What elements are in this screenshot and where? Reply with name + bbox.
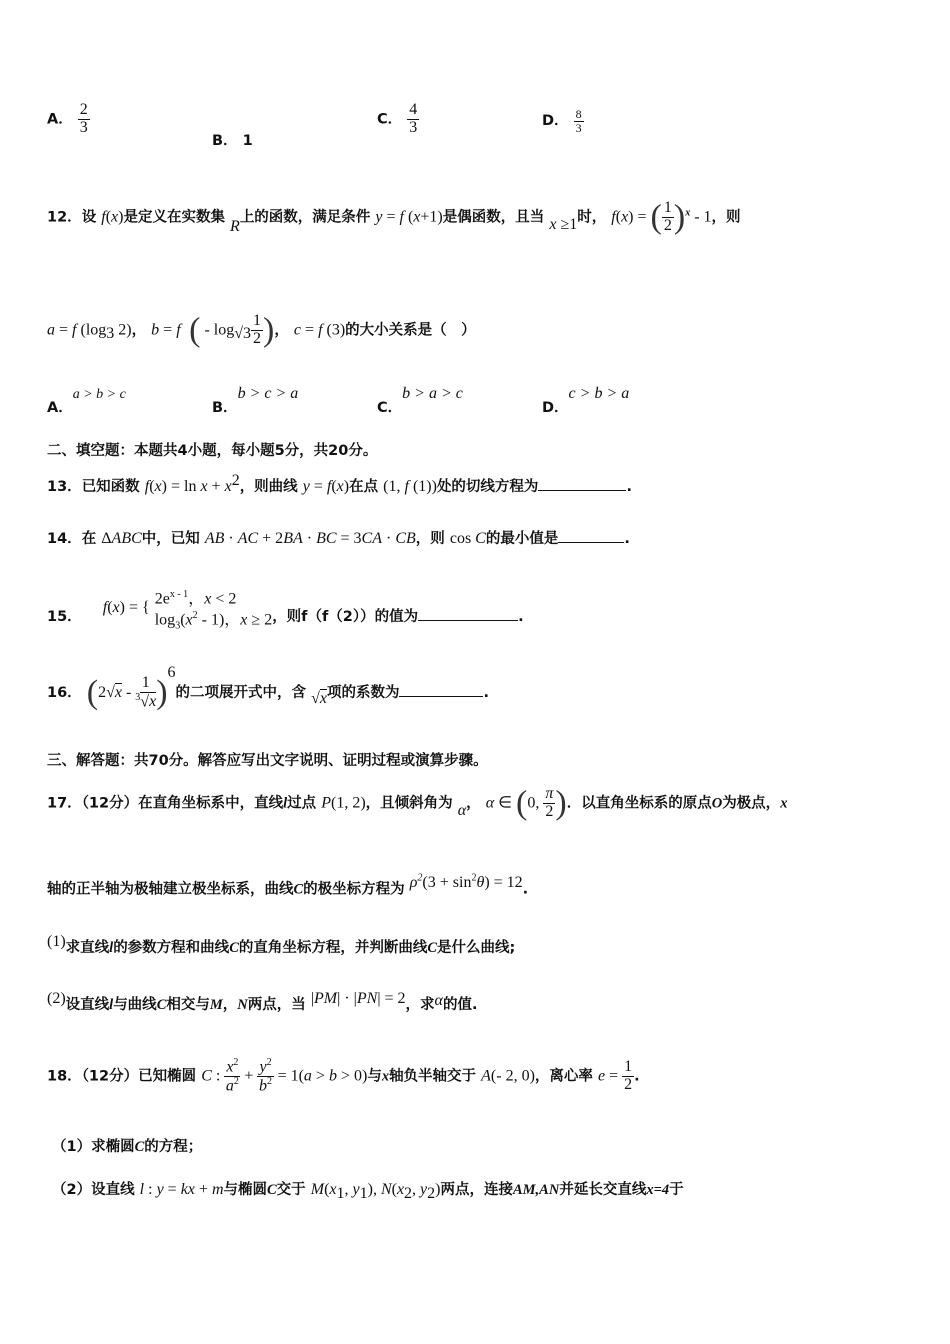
- numerator: 8: [575, 107, 582, 121]
- text: ，则: [711, 209, 741, 226]
- q12-option-b: [212, 382, 299, 416]
- math: C: [201, 1067, 212, 1085]
- text: 的方程；: [144, 1139, 203, 1155]
- curve-name: C: [427, 940, 438, 956]
- fraction: $\frac{1}{^3√x}$: [135, 674, 157, 711]
- denominator: 3: [575, 120, 582, 135]
- text: .: [624, 531, 630, 547]
- answer-blank[interactable]: [538, 490, 626, 491]
- text: 在: [81, 531, 97, 547]
- origin-name: O: [711, 795, 723, 812]
- line-equation: x=4: [646, 1182, 670, 1198]
- math: α: [485, 794, 495, 812]
- segment-names: AM,AN: [512, 1182, 560, 1198]
- part-number: (1): [47, 933, 66, 950]
- text: 的最小值是: [485, 531, 559, 547]
- text: 中，已知: [141, 531, 200, 547]
- q14-line: 14．在 ΔABC中，已知 AB · AC + 2BA · BC = 3CA · CB，则 cos C的最小值是 .: [47, 530, 630, 547]
- text: ，则曲线: [239, 478, 298, 495]
- point-name: M: [209, 997, 223, 1013]
- curve-name: C: [156, 997, 167, 1013]
- fraction: [407, 102, 419, 137]
- q12-option-d: [542, 382, 630, 416]
- text: 与: [367, 1068, 382, 1085]
- curve-name: C: [229, 940, 239, 956]
- question-number: 14．: [47, 531, 82, 547]
- text: ，: [274, 322, 289, 339]
- fraction: [574, 108, 584, 134]
- text: .: [483, 684, 489, 701]
- q12-line1: 12．设 f(x)是定义在实数集 R上的函数，满足条件 y = f (x+1)是偶函数，且当 x ≥1时， f(x) = ( $\frac{1}{2}$ )$^x$ - 1，则: [47, 198, 741, 236]
- q11-option-d: [542, 108, 584, 134]
- fraction: $\frac{1}{2}$: [253, 312, 262, 347]
- text: 的参数方程和曲线: [113, 940, 230, 956]
- text: ．以直角坐标系的原点: [566, 795, 712, 812]
- fraction: $\frac{1}{2}$: [624, 1058, 633, 1094]
- text: 是定义在实数集: [123, 209, 225, 226]
- option-label: B．: [212, 400, 238, 416]
- q12-option-a: [47, 382, 126, 416]
- option-label: B．: [212, 133, 238, 149]
- q11-option-a: [47, 102, 90, 137]
- q18-part2: （2）设直线 l : y = kx + m与椭圆C交于 $M(x_1$, $y_1$), $N(x_2$, $y_2$)两点，连接AM,AN并延长交直线x=4于: [52, 1181, 684, 1202]
- math: P: [321, 794, 331, 812]
- q17-line1: 17．（12分）在直角坐标系中，直线l过点 P(1, 2)，且倾斜角为 α， α ∈ (0, $\frac{\pi}{2}$ )．以直角坐标系的原点O为极点，x: [47, 784, 788, 822]
- text: （12分）在直角坐标系中，直线: [81, 795, 284, 812]
- fraction: $\frac{x^2}{a^2}$: [225, 1057, 239, 1095]
- section-3-heading: 三、解答题：共70分。解答应写出文字说明、证明过程或演算步骤。: [47, 753, 488, 769]
- option-label: A．: [47, 111, 73, 128]
- math: α: [457, 802, 467, 820]
- math: √x: [311, 689, 327, 707]
- text: 轴的正半轴为极轴建立极坐标系，曲线: [47, 881, 294, 898]
- curve-name: C: [293, 881, 304, 898]
- text: ，求: [405, 997, 435, 1013]
- option-value: c > b > a: [568, 385, 630, 402]
- text: 处的切线方程为: [436, 478, 539, 495]
- answer-blank[interactable]: [558, 542, 624, 543]
- text: 轴负半轴交于: [389, 1068, 477, 1085]
- text: 在点: [349, 478, 379, 495]
- q11-option-c: [377, 102, 419, 137]
- text: 设直线: [65, 997, 110, 1013]
- math: l: [139, 1181, 145, 1198]
- denominator: 3: [409, 118, 418, 136]
- text: 时，: [577, 209, 607, 226]
- math: a: [47, 321, 55, 339]
- q16-line: 16． (2√x - $\frac{1}{^3√x}$ )$^6$的二项展开式中，含 √x项的系数为 .: [47, 664, 489, 711]
- text: （2）设直线: [52, 1182, 135, 1198]
- point-name: N: [237, 997, 248, 1013]
- text: ，则: [415, 531, 445, 547]
- q11-option-b: [212, 129, 253, 150]
- math: x: [549, 216, 557, 234]
- fraction: [78, 102, 90, 137]
- text: （1）求椭圆: [52, 1139, 135, 1155]
- math: f: [611, 208, 616, 226]
- math: R: [230, 218, 240, 236]
- answer-blank[interactable]: [399, 696, 483, 697]
- question-number: 18．: [47, 1068, 82, 1085]
- curve-name: C: [134, 1139, 145, 1155]
- math: Δ: [101, 530, 112, 547]
- text: .: [626, 478, 632, 495]
- numerator: 2: [79, 101, 88, 118]
- math: M: [310, 1181, 325, 1198]
- math: AB: [204, 530, 225, 547]
- q12-line2: a = f ($\log_3$ 2)， b = f ( - $\log_{√3}$ $\frac{1}{2}$ )， c = f (3)的大小关系是（ ）: [47, 311, 476, 349]
- text: ，: [466, 795, 481, 812]
- text: 的值.: [442, 997, 478, 1013]
- math: α: [434, 992, 443, 1009]
- option-label: D．: [542, 400, 569, 416]
- math: f: [144, 477, 150, 495]
- text: 的直角坐标方程，并判断曲线: [238, 940, 428, 956]
- section-2-heading: 二、填空题：本题共4小题，每小题5分，共20分。: [47, 443, 378, 459]
- question-number: 12．: [47, 209, 82, 226]
- option-value: 1: [242, 133, 253, 149]
- text: 与曲线: [113, 997, 157, 1013]
- denominator: 3: [79, 118, 88, 136]
- option-value: a > b > c: [72, 387, 126, 402]
- q12-option-c: [377, 382, 463, 416]
- text: ，离心率: [534, 1068, 593, 1085]
- question-number: 16．: [47, 684, 82, 701]
- math: c: [293, 321, 302, 339]
- text: 的极坐标方程为: [303, 881, 405, 898]
- answer-blank[interactable]: [418, 620, 518, 621]
- text: ，: [222, 997, 238, 1013]
- math: 2√x -: [98, 683, 136, 701]
- question-number: 13．: [47, 478, 82, 495]
- math: y: [375, 208, 383, 226]
- axis-name: x: [381, 1068, 390, 1085]
- question-number: 15．: [47, 609, 82, 625]
- text: 相交与: [166, 997, 210, 1013]
- text: 于: [669, 1182, 684, 1198]
- math: e: [597, 1067, 606, 1085]
- question-number: 17．: [47, 795, 82, 812]
- fraction: $\frac{\pi}{2}$: [545, 785, 554, 820]
- text: ，则f（f（2））的值为: [272, 609, 419, 625]
- text: 的大小关系是（ ）: [345, 322, 476, 339]
- text: 设: [81, 209, 97, 226]
- q17-part1: [47, 933, 516, 956]
- math: (1,: [383, 477, 405, 495]
- text: .: [518, 609, 524, 625]
- axis-name: x: [780, 795, 788, 812]
- text: ，且倾斜角为: [365, 795, 453, 812]
- q18-part1: [52, 1140, 202, 1155]
- line-name: l: [283, 795, 288, 812]
- q17-part2: [47, 990, 478, 1013]
- text: 两点，当: [247, 997, 306, 1013]
- text: 求直线: [65, 940, 110, 956]
- math: cos: [449, 530, 472, 547]
- q17-line2: 轴的正半轴为极轴建立极坐标系，曲线C的极坐标方程为 $\rho^2(3 + \sin^2\theta) = 12$.: [47, 873, 529, 898]
- option-label: D．: [542, 113, 569, 130]
- math: |PM| · |PN| = 2: [310, 990, 406, 1007]
- math: $\rho^2$: [409, 873, 423, 892]
- fraction: $\frac{y^2}{b^2}$: [259, 1057, 272, 1095]
- line-name: l: [109, 940, 114, 956]
- text: .: [522, 881, 529, 898]
- option-label: C．: [377, 400, 403, 416]
- text: 过点: [287, 795, 317, 812]
- text: 交于: [276, 1182, 306, 1198]
- text: （12分）已知椭圆: [81, 1068, 197, 1085]
- option-value: b > c > a: [237, 385, 299, 402]
- q18-line1: 18．（12分）已知椭圆 C : $\frac{x^2}{a^2}$ + $\frac{y^2}{b^2}$ = 1(a > b > 0)与x轴负半轴交于 A(- 2, 0)，离心率 e = $\frac{1}{2}$ .: [47, 1057, 640, 1095]
- fraction: $\frac{1}{2}$: [663, 199, 672, 234]
- math: A: [481, 1067, 491, 1085]
- piecewise-function: f(x) = { $2e^{x - 1}$，x < 2 $\log_3(x^2 - 1)$，x ≥ 2: [102, 589, 273, 632]
- text: 是偶函数，且当: [442, 209, 545, 226]
- curve-name: C: [267, 1182, 277, 1198]
- text: 与椭圆: [223, 1182, 267, 1198]
- text: ，: [131, 322, 147, 339]
- option-label: C．: [377, 111, 403, 128]
- option-label: A．: [47, 400, 73, 416]
- text: 已知函数: [81, 478, 140, 495]
- option-value: b > a > c: [402, 385, 463, 402]
- q15-line: [47, 590, 524, 632]
- math: b: [151, 321, 160, 339]
- text: 两点，连接: [440, 1182, 513, 1198]
- text: 为极点，: [722, 795, 781, 812]
- math: f: [101, 208, 106, 226]
- text: 项的系数为: [326, 684, 400, 701]
- math: y: [302, 477, 310, 495]
- text: .: [634, 1068, 640, 1085]
- text: 是什么曲线;: [437, 940, 516, 956]
- text: 并延长交直线: [559, 1182, 647, 1198]
- numerator: 4: [409, 101, 418, 118]
- text: 的二项展开式中，含: [175, 684, 307, 701]
- q13-line: 13．已知函数 $f(x) = \ln x + x^2$，则曲线 y = f(x)在点 (1, f (1))处的切线方程为 .: [47, 472, 632, 495]
- text: 上的函数，满足条件: [239, 209, 371, 226]
- line-name: l: [109, 997, 114, 1013]
- part-number: (2): [47, 990, 66, 1007]
